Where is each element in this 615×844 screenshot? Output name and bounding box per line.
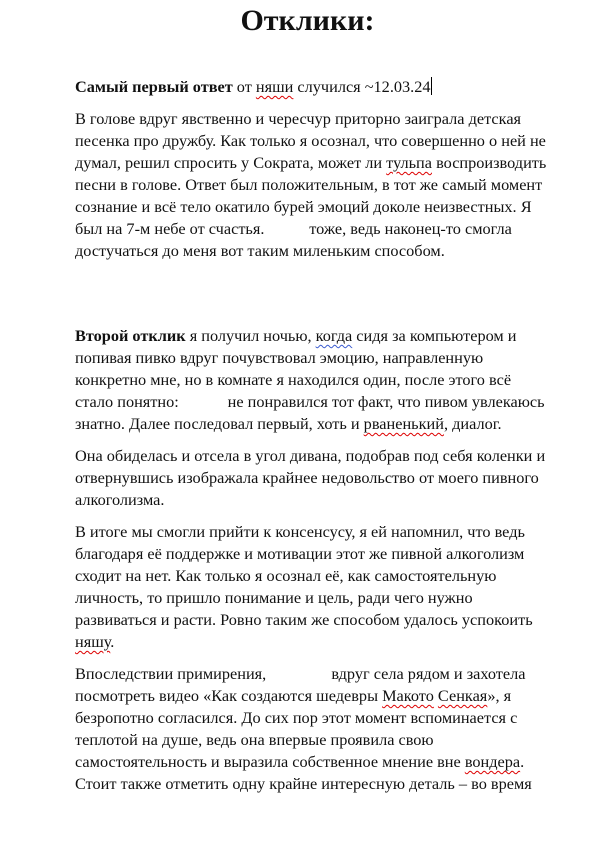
text-run: . <box>520 752 525 771</box>
text-line <box>75 663 595 685</box>
text-line <box>75 631 595 653</box>
text-run: . <box>110 632 115 651</box>
heading-paragraph <box>75 76 595 98</box>
bold-text: Второй отклик <box>75 326 186 345</box>
spellcheck-flagged-word: няши <box>255 77 294 96</box>
spellcheck-flagged-word: Сенкая <box>437 686 488 705</box>
text-run: сидя за компьютером и <box>352 326 517 345</box>
text-run: безропотно согласился. До сих пор этот момент вспоминается с <box>75 708 518 727</box>
text-line <box>75 76 595 98</box>
text-run: , диалог. <box>443 414 502 433</box>
text-line <box>75 729 595 751</box>
text-run: достучаться до меня вот таким миленьким способом. <box>75 241 445 260</box>
text-run: отвернувшись изображала крайнее недовольство от моего пивного <box>75 468 539 487</box>
text-line <box>75 218 595 240</box>
text-line <box>75 773 595 795</box>
text-line <box>75 445 595 467</box>
text-line <box>75 587 595 609</box>
bold-text: Самый первый ответ <box>75 77 233 96</box>
text-line <box>75 489 595 511</box>
text-line <box>75 685 595 707</box>
text-run: сознание и всё тело окатило бурей эмоций доколе неизвестных. Я <box>75 197 532 216</box>
text-run: Стоит также отметить одну крайне интересную деталь – во время <box>75 774 532 793</box>
paragraph <box>75 445 595 511</box>
text-run: личность, то пришло понимание и цель, ради чего нужно <box>75 588 473 607</box>
text-run: воспроизводить <box>432 153 547 172</box>
text-run: конкретно мне, но в комнате я находился один, после этого всё <box>75 370 512 389</box>
text-run: благодаря её поддержке и мотивации этот же пивной алкоголизм <box>75 544 525 563</box>
text-line <box>75 174 595 196</box>
text-run: », я <box>487 686 512 705</box>
text-line <box>75 325 595 347</box>
document-title: Отклики: <box>240 4 375 37</box>
text-line <box>75 196 595 218</box>
text-run: случился ~12.03.24 <box>293 77 431 96</box>
spellcheck-flagged-word: тульпа <box>386 153 432 172</box>
spellcheck-flagged-word: вондера <box>464 752 521 771</box>
text-line <box>75 413 595 435</box>
spellcheck-flagged-word: рваненький <box>363 414 444 433</box>
paragraph <box>75 108 595 262</box>
text-run: знатно. Далее последовал первый, хоть и <box>75 414 364 433</box>
paragraph <box>75 663 595 795</box>
document-body[interactable] <box>75 76 595 805</box>
text-run: я получил ночью, <box>185 326 316 345</box>
text-line <box>75 369 595 391</box>
text-line <box>75 347 595 369</box>
text-run: сходит на нет. Как только я осознал её, как самостоятельную <box>75 566 497 585</box>
text-line <box>75 130 595 152</box>
text-run: развиваться и расти. Ровно таким же способом удалось успокоить <box>75 610 533 629</box>
text-cursor <box>431 77 432 95</box>
text-line <box>75 240 595 262</box>
text-line <box>75 108 595 130</box>
text-run: посмотреть видео «Как создаются шедевры <box>75 686 383 705</box>
text-run: В голове вдруг явственно и чересчур приторно заиграла детская <box>75 109 522 128</box>
text-run: Впоследствии примирения, вдруг села рядом и захотела <box>75 664 526 683</box>
text-run: был на 7-м небе от счастья. тоже, ведь наконец-то смогла <box>75 219 512 238</box>
text-line <box>75 467 595 489</box>
text-line <box>75 391 595 413</box>
spellcheck-flagged-word: няшу <box>75 632 111 651</box>
text-run: теплотой на душе, ведь она впервые проявила свою <box>75 730 434 749</box>
text-line <box>75 521 595 543</box>
text-run: Она обиделась и отсела в угол дивана, подобрав под себя коленки и <box>75 446 546 465</box>
spellcheck-flagged-word: когда <box>315 326 353 345</box>
paragraph <box>75 325 595 435</box>
paragraph <box>75 521 595 653</box>
text-run: песни в голове. Ответ был положительным, в тот же самый момент <box>75 175 543 194</box>
spellcheck-flagged-word: Макото <box>382 686 434 705</box>
text-run: алкоголизма. <box>75 490 165 509</box>
text-run: от <box>232 77 256 96</box>
text-run: В итоге мы смогли прийти к консенсусу, я ей напомнил, что ведь <box>75 522 525 541</box>
text-run: попивая пивко вдруг почувствовал эмоцию, направленную <box>75 348 484 367</box>
text-line <box>75 707 595 729</box>
text-line <box>75 152 595 174</box>
text-line <box>75 751 595 773</box>
text-run: песенка про дружбу. Как только я осознал, что совершенно о ней не <box>75 131 546 150</box>
text-run: думал, решил спросить у Сократа, может ли <box>75 153 387 172</box>
text-run: стало понятно: не понравился тот факт, что пивом увлекаюсь <box>75 392 545 411</box>
text-run: самостоятельность и выразила собственное мнение вне <box>75 752 465 771</box>
text-line <box>75 565 595 587</box>
text-line <box>75 609 595 631</box>
text-line <box>75 543 595 565</box>
